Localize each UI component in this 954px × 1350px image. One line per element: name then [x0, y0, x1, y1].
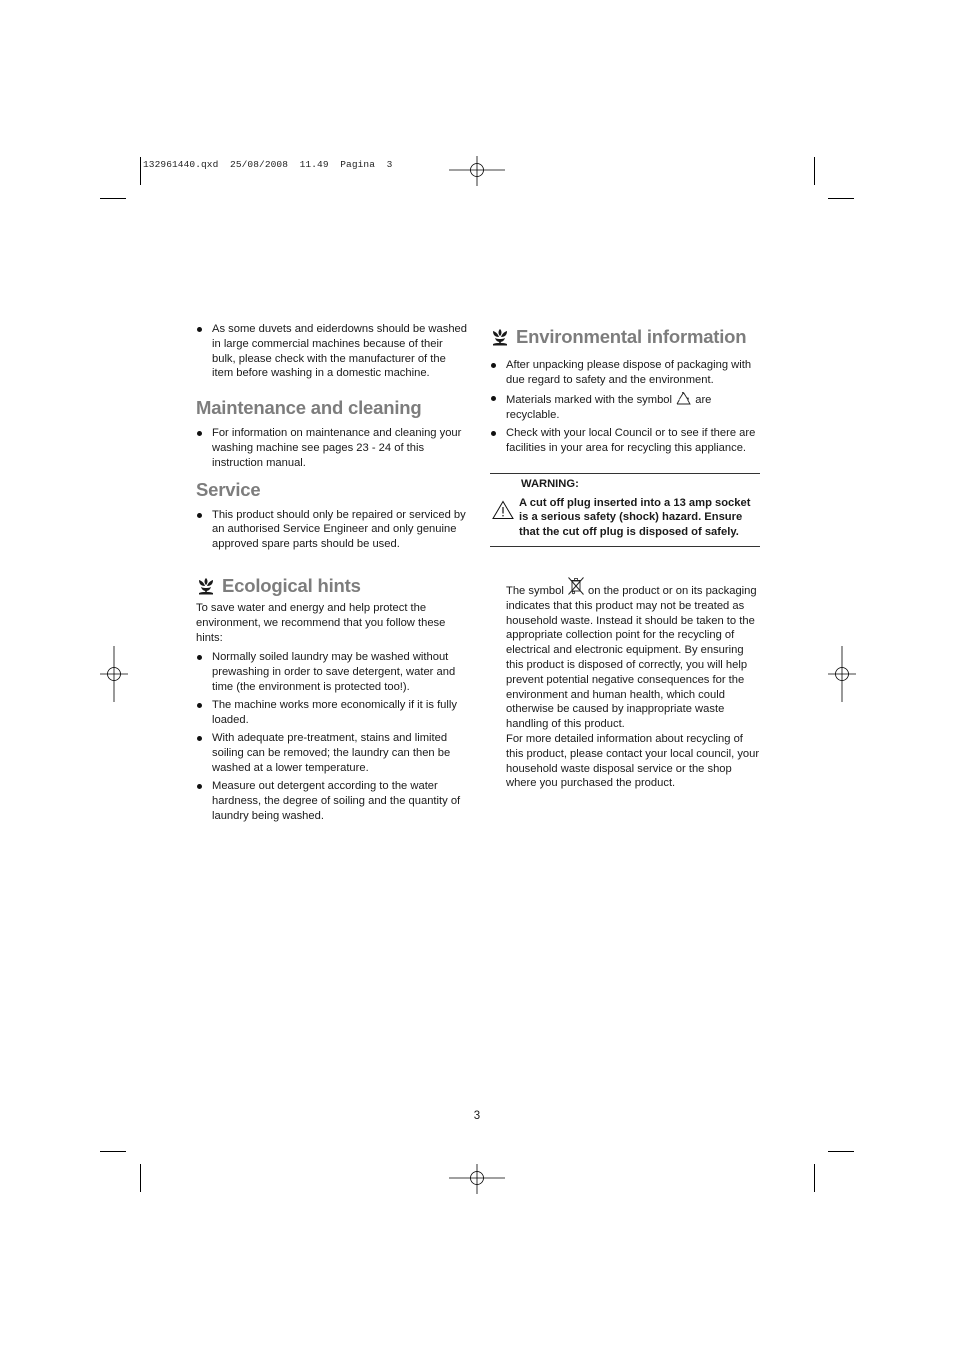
crop-mark — [140, 157, 141, 185]
right-column — [490, 326, 760, 791]
registration-mark-icon — [100, 646, 128, 702]
warning-body: A cut off plug inserted into a 13 amp socket is a serious safety (shock) hazard. Ensure that the cut off plug is disposed of safely. — [519, 496, 751, 539]
crop-mark — [828, 198, 854, 199]
registration-mark-icon — [449, 156, 505, 186]
registration-mark-icon — [828, 646, 856, 702]
ecological-hints-heading-text: Ecological hints — [222, 574, 361, 596]
list-item — [490, 391, 760, 423]
warning-body-wrapper — [490, 496, 760, 540]
crossed-out-bin-icon — [567, 576, 585, 596]
weee-more-info: For more detailed information about recycling of this product, please contact your local council, your household waste disposal service or the shop where you purchased the product. — [506, 732, 760, 790]
crop-mark — [814, 1164, 815, 1192]
warning-triangle-icon — [492, 500, 514, 520]
crop-mark — [814, 157, 815, 185]
list-item: The machine works more economically if it is fully loaded. — [196, 698, 468, 728]
list-item: Normally soiled laundry may be washed without prewashing in order to save detergent, water and time (the environment is protected too!). — [196, 650, 468, 694]
list-item: For information on maintenance and cleaning your washing machine see pages 23 - 24 of this instruction manual. — [196, 426, 468, 470]
list-item: After unpacking please dispose of packaging with due regard to safety and the environment. — [490, 358, 760, 388]
crop-mark — [100, 198, 126, 199]
crop-mark — [828, 1151, 854, 1152]
recycle-icon — [675, 391, 692, 406]
list-item: As some duvets and eiderdowns should be washed in large commercial machines because of their bulk, please check with the manufacturer of the item before washing in a domestic machine. — [196, 322, 468, 381]
environmental-information-heading-text: Environmental information — [516, 326, 747, 347]
flower-icon — [196, 576, 216, 596]
crop-mark — [100, 1151, 126, 1152]
recycle-text-after: are recyclable. — [506, 394, 712, 421]
environmental-bullet-list — [490, 358, 760, 456]
ecological-intro: To save water and energy and help protect the environment, we recommend that you follow these hints: — [196, 601, 446, 644]
weee-text-before: The symbol — [506, 584, 564, 597]
weee-text-after: on the product or on its packaging indicates that this product may not be treated as household waste. Instead it should be taken to the appropriate collection point for the recycling of electrical and electronic equipment. By ensuring this product is disposed of correctly, you will help prevent potential negative consequences for the environment and human health, which could otherwise be caused by inappropriate waste handling of this product. — [506, 584, 757, 731]
service-bullet-list — [196, 508, 468, 552]
maintenance-heading: Maintenance and cleaning — [196, 397, 422, 419]
warning-box — [490, 471, 760, 550]
registration-mark-icon — [449, 1164, 505, 1194]
print-slug: 132961440.qxd 25/08/2008 11.49 Pagina 3 — [143, 159, 393, 170]
recycle-text-before: Materials marked with the symbol — [506, 394, 673, 407]
list-item: Check with your local Council or to see if there are facilities in your area for recycling this appliance. — [490, 426, 760, 456]
service-heading: Service — [196, 478, 261, 500]
intro-bullet-list — [196, 322, 468, 381]
ecological-hints-heading — [196, 575, 468, 597]
environmental-information-heading — [490, 326, 760, 348]
maintenance-bullet-list — [196, 426, 468, 470]
page-number: 3 — [473, 1110, 481, 1122]
left-column — [196, 322, 468, 827]
weee-section — [490, 576, 760, 791]
list-item: Measure out detergent according to the water hardness, the degree of soiling and the quantity of laundry being washed. — [196, 779, 468, 823]
divider — [490, 546, 760, 547]
list-item: With adequate pre-treatment, stains and limited soiling can be removed; the laundry can then be washed at a lower temperature. — [196, 731, 468, 775]
warning-title: WARNING: — [521, 477, 579, 490]
flower-icon — [490, 327, 510, 347]
weee-paragraph — [506, 576, 760, 732]
ecological-bullet-list — [196, 650, 468, 823]
list-item: This product should only be repaired or serviced by an authorised Service Engineer and only genuine approved spare parts should be used. — [196, 508, 468, 552]
crop-mark — [140, 1164, 141, 1192]
